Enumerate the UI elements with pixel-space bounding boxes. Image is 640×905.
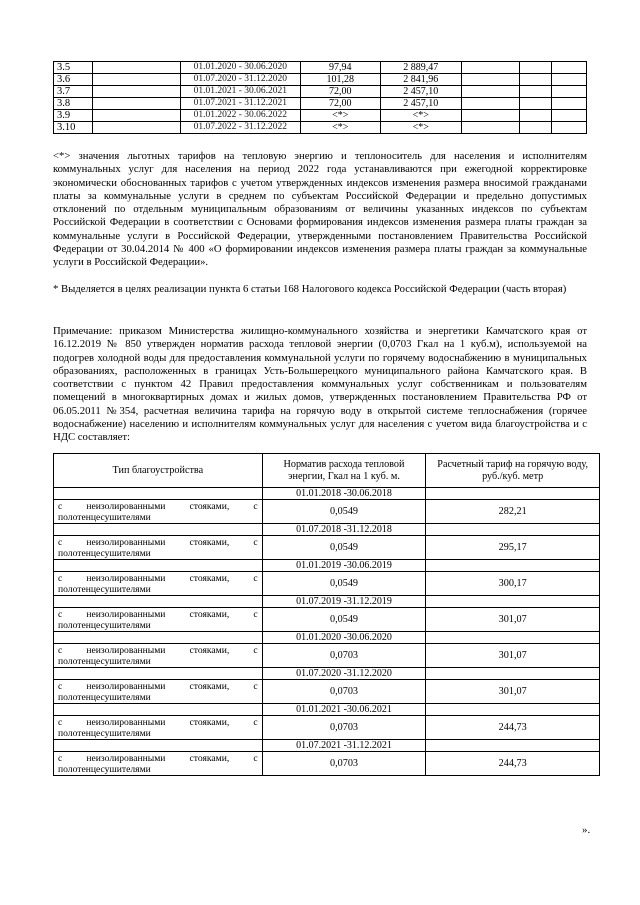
period-label: 01.07.2020 -31.12.2020 bbox=[262, 668, 426, 680]
table-row bbox=[54, 110, 587, 122]
value-cell: <*> bbox=[300, 122, 380, 134]
norm-cell: 0,0703 bbox=[262, 680, 426, 704]
type-cell bbox=[54, 752, 263, 776]
note-paragraph: Примечание: приказом Министерства жилищно-коммунального хозяйства и энергетики Камчатского края от 16.12.2019 № 850 утвержден норматив расхода тепловой энергии (0,0703 Гкал на 1 куб.м), используемой на подогрев холодной воды для предоставления коммунальной услуги по горячему водоснабжению в муниципальных образованиях, расположенных в границах Усть-Большерецкого муниципального района Камчатского края. В соответствии с пунктом 42 Правил предоставления коммунальных услуг собственникам и пользователям помещений в многоквартирных домах и жилых домов, утвержденных постановлением Правительства РФ от 06.05.2011 №354, расчетная величина тарифа на горячую воду в открытой системе теплоснабжения (горячее водоснабжение) населению и исполнителям коммунальных услуг для населения с учетом вида благоустройства и с НДС составляет: bbox=[53, 325, 587, 444]
table-row bbox=[54, 716, 600, 740]
row-number: 3.8 bbox=[54, 98, 93, 110]
type-cell bbox=[54, 716, 263, 740]
value-cell: 2 457,10 bbox=[380, 86, 461, 98]
period-row bbox=[54, 740, 600, 752]
tariff-cell: 244,73 bbox=[426, 716, 600, 740]
tariff-cell: 301,07 bbox=[426, 608, 600, 632]
value-cell: 72,00 bbox=[300, 86, 380, 98]
empty-cell bbox=[552, 110, 587, 122]
empty-cell bbox=[552, 98, 587, 110]
table-row bbox=[54, 572, 600, 596]
table-row bbox=[54, 98, 587, 110]
period-row bbox=[54, 488, 600, 500]
value-cell: 2 457,10 bbox=[380, 98, 461, 110]
empty-cell bbox=[426, 668, 600, 680]
type-text: с неизолированными стояками, с полотенцесушителями bbox=[58, 536, 258, 559]
table-row bbox=[54, 74, 587, 86]
empty-cell bbox=[461, 86, 519, 98]
period-label: 01.01.2021 -30.06.2021 bbox=[262, 704, 426, 716]
row-number: 3.6 bbox=[54, 74, 93, 86]
type-cell bbox=[54, 572, 263, 596]
table-row bbox=[54, 680, 600, 704]
norm-cell: 0,0549 bbox=[262, 536, 426, 560]
empty-cell bbox=[54, 524, 263, 536]
type-cell bbox=[54, 644, 263, 668]
period-row bbox=[54, 524, 600, 536]
empty-cell bbox=[519, 98, 551, 110]
type-text: с неизолированными стояками, с полотенцесушителями bbox=[58, 608, 258, 631]
type-cell bbox=[54, 500, 263, 524]
header-norm: Норматив расхода тепловой энергии, Гкал на 1 куб. м. bbox=[262, 454, 426, 488]
empty-cell bbox=[426, 596, 600, 608]
type-text: с неизолированными стояками, с полотенцесушителями bbox=[58, 680, 258, 703]
period-cell: 01.01.2021 - 30.06.2021 bbox=[181, 86, 300, 98]
empty-cell bbox=[519, 110, 551, 122]
period-cell: 01.07.2021 - 31.12.2021 bbox=[181, 98, 300, 110]
type-text: с неизолированными стояками, с полотенцесушителями bbox=[58, 500, 258, 523]
value-cell: <*> bbox=[300, 110, 380, 122]
norm-cell: 0,0703 bbox=[262, 644, 426, 668]
empty-cell bbox=[426, 488, 600, 500]
value-cell: <*> bbox=[380, 122, 461, 134]
empty-cell bbox=[552, 86, 587, 98]
type-cell bbox=[54, 680, 263, 704]
empty-cell bbox=[92, 62, 181, 74]
row-number: 3.10 bbox=[54, 122, 93, 134]
table-header-row bbox=[54, 454, 600, 488]
type-text: с неизолированными стояками, с полотенцесушителями bbox=[58, 644, 258, 667]
tariff-cell: 301,07 bbox=[426, 644, 600, 668]
norm-cell: 0,0703 bbox=[262, 752, 426, 776]
period-row bbox=[54, 560, 600, 572]
empty-cell bbox=[92, 110, 181, 122]
empty-cell bbox=[461, 98, 519, 110]
empty-cell bbox=[461, 74, 519, 86]
header-type: Тип благоустройства bbox=[54, 454, 263, 488]
tariff-cell: 300,17 bbox=[426, 572, 600, 596]
type-text: с неизолированными стояками, с полотенцесушителями bbox=[58, 752, 258, 775]
value-cell: 2 841,96 bbox=[380, 74, 461, 86]
type-cell bbox=[54, 536, 263, 560]
type-text: с неизолированными стояками, с полотенцесушителями bbox=[58, 572, 258, 595]
empty-cell bbox=[426, 740, 600, 752]
period-row bbox=[54, 668, 600, 680]
empty-cell bbox=[519, 86, 551, 98]
period-label: 01.07.2018 -31.12.2018 bbox=[262, 524, 426, 536]
empty-cell bbox=[54, 632, 263, 644]
empty-cell bbox=[54, 740, 263, 752]
period-label: 01.01.2020 -30.06.2020 bbox=[262, 632, 426, 644]
period-cell: 01.07.2020 - 31.12.2020 bbox=[181, 74, 300, 86]
empty-cell bbox=[552, 74, 587, 86]
norm-cell: 0,0549 bbox=[262, 608, 426, 632]
closing-quote: ». bbox=[582, 824, 591, 836]
footnote-asterisk-values: <*> значения льготных тарифов на тепловую энергию и теплоноситель для населения и исполнителям коммунальных услуг для населения на период 2022 года устанавливаются при ежегодной корректировке экономически обоснованных тарифов с учетом утвержденных индексов изменения размера вносимой гражданами платы за коммунальные услуги в среднем по субъектам Российской Федерации и предельно допустимых отклонений по отдельным муниципальным образованиям от величины указанных индексов по субъектам Российской Федерации в соответствии с Основами формирования индексов изменения размера платы граждан за коммунальные услуги в Российской Федерации, утвержденными постановлением Правительства Российской Федерации от 30.04.2014 № 400 «О формировании индексов изменения размера платы граждан за коммунальные услуги в Российской Федерации». bbox=[53, 150, 587, 269]
empty-cell bbox=[54, 596, 263, 608]
period-label: 01.01.2018 -30.06.2018 bbox=[262, 488, 426, 500]
empty-cell bbox=[426, 632, 600, 644]
period-row bbox=[54, 596, 600, 608]
empty-cell bbox=[461, 62, 519, 74]
header-tariff: Расчетный тариф на горячую воду, руб./куб. метр bbox=[426, 454, 600, 488]
table-row bbox=[54, 752, 600, 776]
hot-water-tariff-table bbox=[53, 453, 600, 776]
period-row bbox=[54, 704, 600, 716]
empty-cell bbox=[519, 62, 551, 74]
table-row bbox=[54, 500, 600, 524]
row-number: 3.9 bbox=[54, 110, 93, 122]
empty-cell bbox=[461, 122, 519, 134]
period-row bbox=[54, 632, 600, 644]
empty-cell bbox=[54, 704, 263, 716]
type-text: с неизолированными стояками, с полотенцесушителями bbox=[58, 716, 258, 739]
row-number: 3.5 bbox=[54, 62, 93, 74]
empty-cell bbox=[54, 560, 263, 572]
row-number: 3.7 bbox=[54, 86, 93, 98]
empty-cell bbox=[426, 524, 600, 536]
tariff-table-top bbox=[53, 61, 587, 134]
table-row bbox=[54, 536, 600, 560]
footnote-tax-code: * Выделяется в целях реализации пункта 6 статьи 168 Налогового кодекса Российской Федерации (часть вторая) bbox=[53, 283, 567, 295]
value-cell: 72,00 bbox=[300, 98, 380, 110]
empty-cell bbox=[92, 74, 181, 86]
value-cell: 97,94 bbox=[300, 62, 380, 74]
norm-cell: 0,0549 bbox=[262, 500, 426, 524]
empty-cell bbox=[54, 488, 263, 500]
empty-cell bbox=[54, 668, 263, 680]
tariff-cell: 282,21 bbox=[426, 500, 600, 524]
tariff-cell: 301,07 bbox=[426, 680, 600, 704]
value-cell: 101,28 bbox=[300, 74, 380, 86]
empty-cell bbox=[552, 122, 587, 134]
value-cell: 2 889,47 bbox=[380, 62, 461, 74]
empty-cell bbox=[519, 122, 551, 134]
period-cell: 01.07.2022 - 31.12.2022 bbox=[181, 122, 300, 134]
period-cell: 01.01.2020 - 30.06.2020 bbox=[181, 62, 300, 74]
norm-cell: 0,0703 bbox=[262, 716, 426, 740]
period-label: 01.01.2019 -30.06.2019 bbox=[262, 560, 426, 572]
empty-cell bbox=[519, 74, 551, 86]
empty-cell bbox=[552, 62, 587, 74]
period-label: 01.07.2021 -31.12.2021 bbox=[262, 740, 426, 752]
tariff-cell: 295,17 bbox=[426, 536, 600, 560]
table-row bbox=[54, 122, 587, 134]
tariff-cell: 244,73 bbox=[426, 752, 600, 776]
empty-cell bbox=[461, 110, 519, 122]
period-cell: 01.01.2022 - 30.06.2022 bbox=[181, 110, 300, 122]
empty-cell bbox=[92, 86, 181, 98]
empty-cell bbox=[426, 704, 600, 716]
empty-cell bbox=[426, 560, 600, 572]
empty-cell bbox=[92, 122, 181, 134]
table-row bbox=[54, 86, 587, 98]
empty-cell bbox=[92, 98, 181, 110]
table-row bbox=[54, 608, 600, 632]
norm-cell: 0,0549 bbox=[262, 572, 426, 596]
type-cell bbox=[54, 608, 263, 632]
period-label: 01.07.2019 -31.12.2019 bbox=[262, 596, 426, 608]
table-row bbox=[54, 62, 587, 74]
value-cell: <*> bbox=[380, 110, 461, 122]
table-row bbox=[54, 644, 600, 668]
